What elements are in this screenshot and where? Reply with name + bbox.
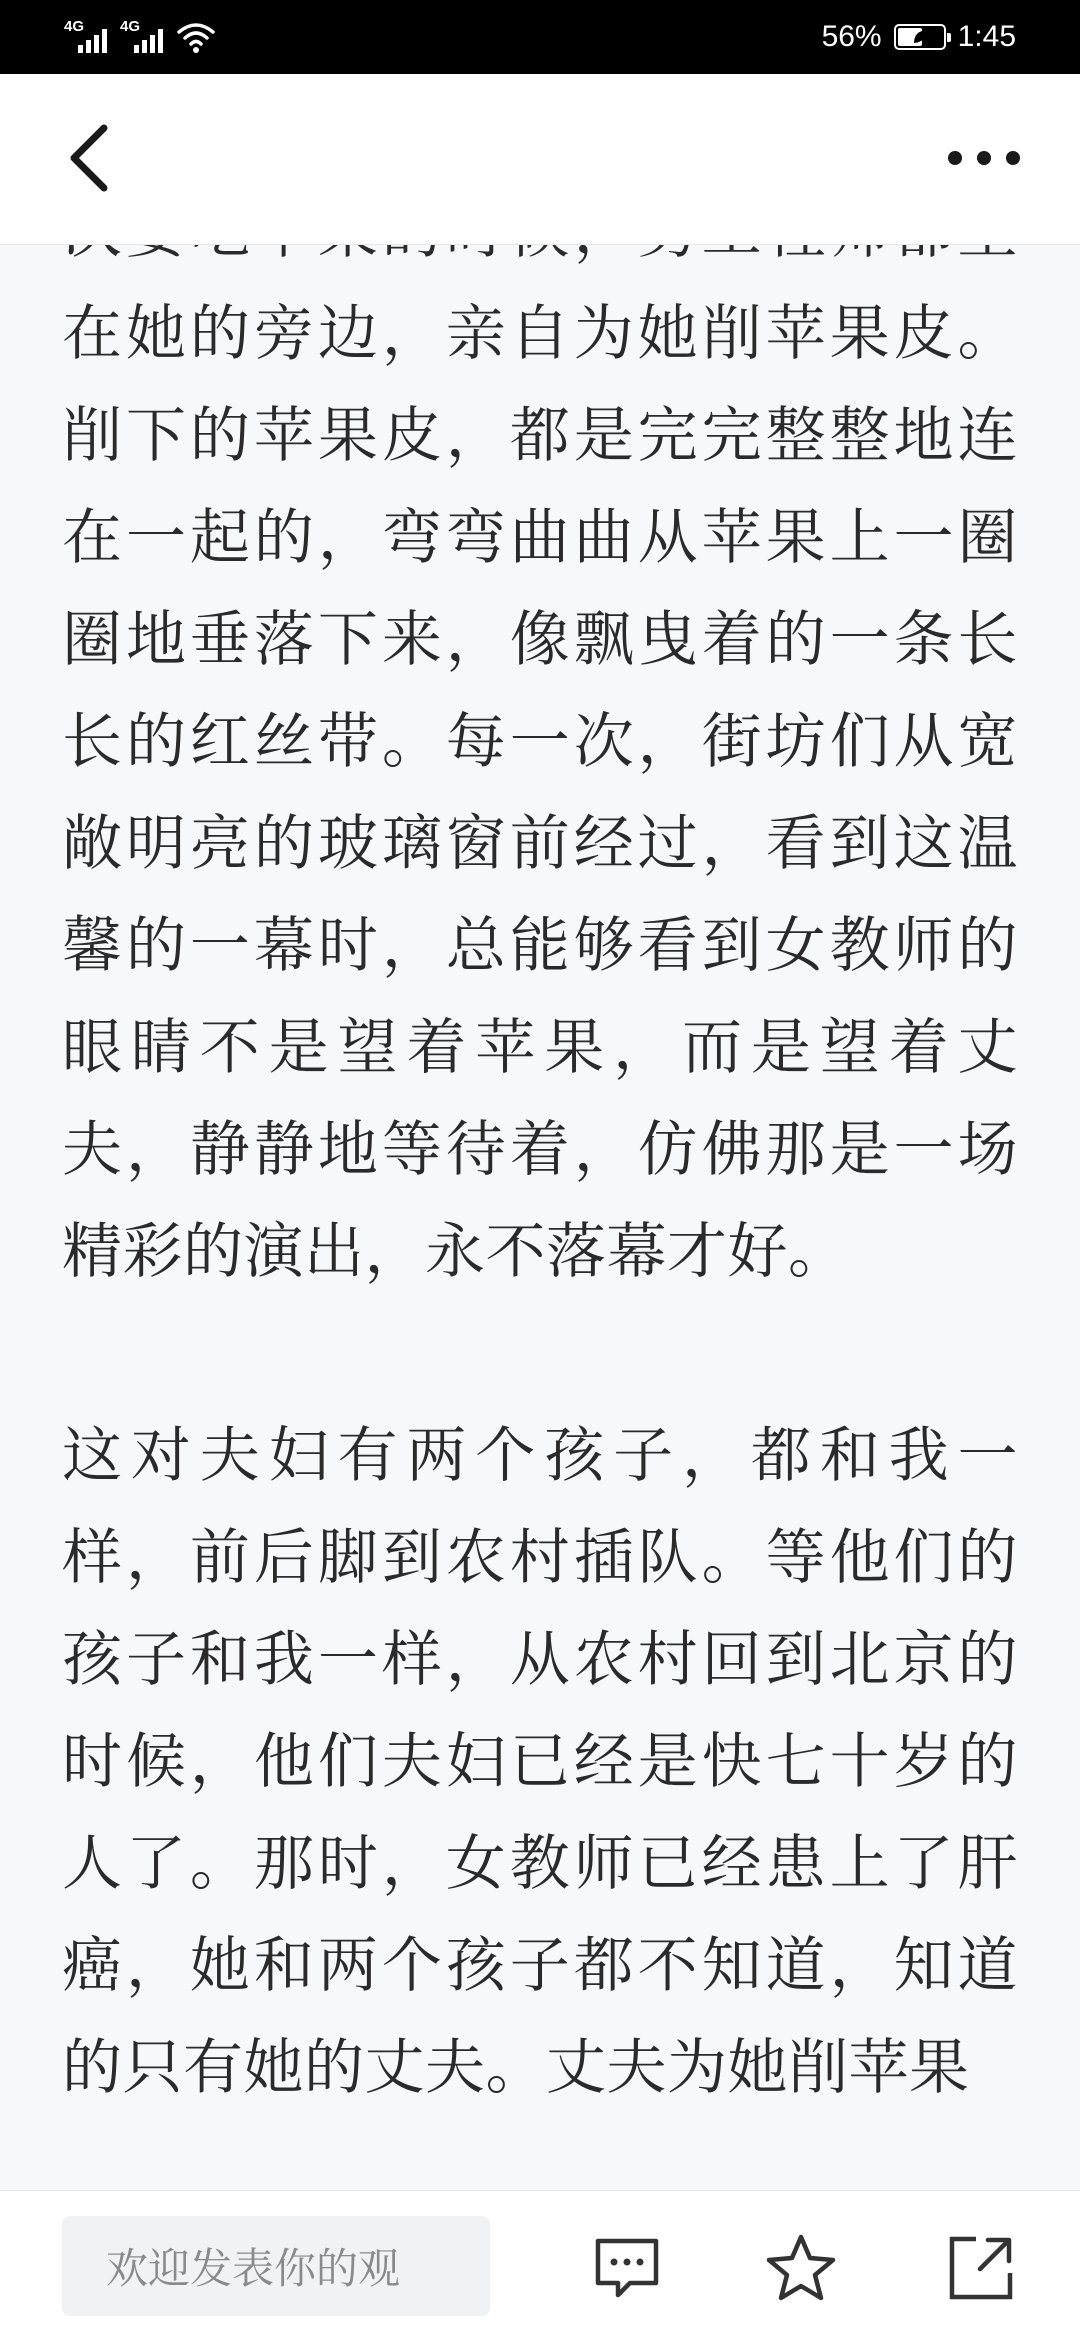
battery-icon bbox=[894, 24, 946, 50]
cellular-signal-icon-2 bbox=[120, 19, 166, 55]
network-type-label: 4G bbox=[64, 18, 85, 35]
chevron-left-icon[interactable] bbox=[58, 118, 128, 198]
share-icon[interactable] bbox=[944, 2231, 1018, 2305]
status-bar bbox=[0, 0, 1080, 74]
more-horizontal-icon[interactable] bbox=[944, 138, 1024, 178]
comment-input[interactable] bbox=[62, 2216, 490, 2316]
star-icon[interactable] bbox=[764, 2231, 838, 2305]
article-paragraph: 这对夫妇有两个孩子，都和我一样，前后脚到农村插队。等他们的孩子和我一样，从农村回到北京的时候，他们夫妇已经是快七十岁的人了。那时，女教师已经患上了肝癌，她和两个孩子都不知道，知道的只有她的丈夫。丈夫为她削苹果 bbox=[62, 1421, 1018, 2103]
article-scroll-area[interactable] bbox=[0, 244, 1080, 2190]
clock: 1:45 bbox=[957, 20, 1016, 53]
power-saving-leaf-icon bbox=[911, 28, 929, 46]
wifi-icon bbox=[176, 19, 216, 55]
status-left bbox=[64, 0, 216, 74]
comment-input-placeholder: 欢迎发表你的观 bbox=[106, 2245, 401, 2292]
bottom-comment-bar bbox=[0, 2190, 1080, 2341]
cellular-signal-icon bbox=[64, 19, 110, 55]
article-paragraph: 在她的旁边，亲自为她削苹果皮。削下的苹果皮，都是完完整整地连在一起的，弯弯曲曲从苹果上一圈圈地垂落下来，像飘曳着的一条长长的红丝带。每一次，街坊们从宽敞明亮的玻璃窗前经过，看到这温馨的一幕时，总能够看到女教师的眼睛不是望着苹果，而是望着丈夫，静静地等待着，仿佛那是一场精彩的演出，永不落幕才好。 bbox=[62, 299, 1018, 1287]
comment-icon[interactable] bbox=[590, 2231, 664, 2305]
top-nav-bar bbox=[0, 74, 1080, 245]
article-body bbox=[62, 181, 1018, 2119]
status-right bbox=[822, 0, 1016, 74]
battery-percent: 56% bbox=[821, 20, 882, 53]
network-type-label-2: 4G bbox=[120, 18, 141, 35]
